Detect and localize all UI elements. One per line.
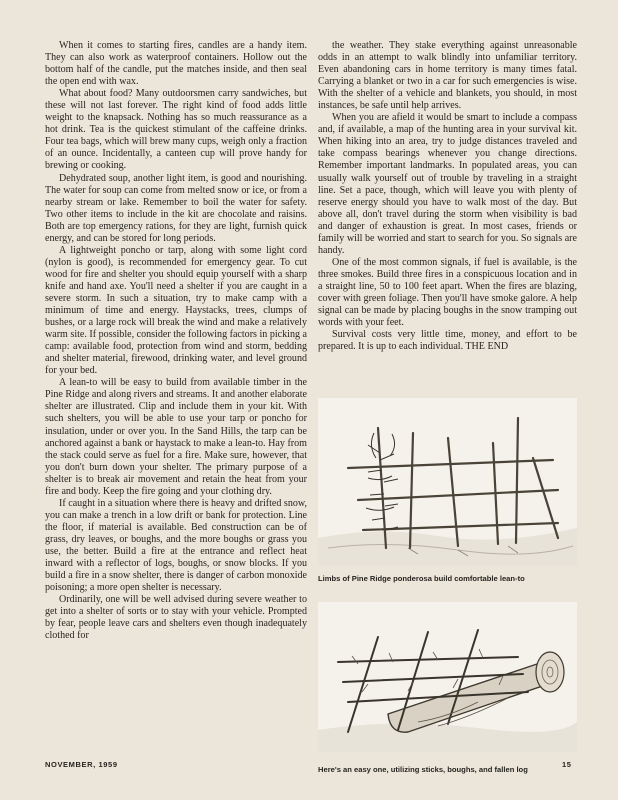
paragraph: the weather. They stake everything against unreasonable odds in an attempt to walk blindly into unfamiliar territory. Even abandoning cars in home territory is many times fatal. Carrying a blanket or two in a car for such emergencies is wise. With the shelter of a vehicle and blankets, you should, in most instances, be safe until help arrives. — [318, 40, 577, 112]
paragraph: Ordinarily, one will be well advised during severe weather to get into a shelter of sorts or to stay with your vehicle. Prompted by fear, people leave cars and shelters even though inadequately clothed for — [45, 594, 307, 642]
paragraph: If caught in a situation where there is heavy and drifted snow, you can make a trench in a low drift or bank for protection. Line the floor, if material is available. Bed construction can be of grass, dry leaves, or boughs, and the more boughs or grass you use, the better. Build a fire at the entrance and reflect heat inward with a reflector of logs, boughs, or snow blocks. If you build a fire in a snow shelter, there is danger of carbon monoxide poisoning; a more open shelter is necessary. — [45, 497, 307, 594]
log-shelter-illustration — [318, 602, 577, 752]
paragraph: When it comes to starting fires, candles are a handy item. They can also work as waterproof containers. Hollow out the bottom half of the candle, put the matches inside, and then seal the open end with wax. — [45, 40, 307, 88]
paragraph: What about food? Many outdoorsmen carry sandwiches, but these will not last forever. The right kind of food adds little weight to the knapsack. Nothing has so much reassurance as a hot drink. Tea is the quickest stimulant of the caffeine drinks. Four tea bags, which will brew many cups, weigh only a fraction of an ounce. Incidentally, a canteen cup will prove handy for brewing or cooking. — [45, 88, 307, 172]
page-number: 15 — [562, 760, 572, 769]
paragraph: Survival costs very little time, money, and effort to be prepared. It is up to each individual. THE END — [318, 329, 577, 353]
issue-date: NOVEMBER, 1959 — [45, 760, 118, 769]
figure-caption: Limbs of Pine Ridge ponderosa build comfortable lean-to — [318, 574, 525, 583]
paragraph: When you are afield it would be smart to include a compass and, if available, a map of the hunting area in your survival kit. When hiking into an area, try to judge distances traveled and take compass bearings whenever you change directions. Remember important landmarks. In populated areas, you can usually walk yourself out of trouble by traveling in a straight line. Set a pace, though, which will leave you with plenty of reserve energy should you have to walk most of the day. But above all, don't travel during the storm when visibility is bad and danger of exhaustion is great. In most cases, friends or family will be worried and start to search for you. So signals are handy. — [318, 112, 577, 256]
paragraph: A lean-to will be easy to build from available timber in the Pine Ridge and along rivers and streams. It and another elaborate shelter are illustrated. Clip and include them in your kit. With such shelters, you will be able to use your tarp or poncho for insulation, under or over you. In the Sand Hills, the tarp can be anchored against a bank or haystack to make a lean-to. Hay from the stack could serve as fuel for a fire. Make sure, however, that you don't burn down your shelter. The primary purpose of a shelter is to break air movement and retain the heat from your fire and body. Keep the fire going and your clothing dry. — [45, 377, 307, 497]
paragraph: A lightweight poncho or tarp, along with some light cord (nylon is good), is recommended for emergency gear. To cut wood for fire and shelter you should equip yourself with a sharp knife and hand axe. You'll need a shelter if you are caught in a severe storm. In such a situation, try to make camp with a minimum of time and energy. Haystacks, trees, clumps of bushes, or a large rock will break the wind and make a relatively warm site. If possible, consider the following factors in picking a camp: available food, protection from wind and storm, bedding and shelter material, firewood, drinking water, and level ground for your bed. — [45, 244, 307, 377]
right-column — [318, 40, 577, 353]
paragraph: One of the most common signals, if fuel is available, is the three smokes. Build three fires in a conspicuous location and in a straight line, 50 to 100 feet apart. When the fires are blazing, cover with green foliage. Then you'll have smoke galore. A help signal can be made by placing boughs in the snow tramping out words with your feet. — [318, 256, 577, 329]
left-column — [45, 40, 307, 642]
figure-caption: Here's an easy one, utilizing sticks, boughs, and fallen log — [318, 765, 528, 774]
lean-to-illustration — [318, 398, 577, 566]
paragraph: Dehydrated soup, another light item, is good and nourishing. The water for soup can come from melted snow or ice, or from a nearby stream or lake. Remember to boil the water for safety. Two other items to include in the kit are chocolate and raisins. Both are top emergency rations, for they are light, furnish quick energy, and can be stored for long periods. — [45, 172, 307, 244]
